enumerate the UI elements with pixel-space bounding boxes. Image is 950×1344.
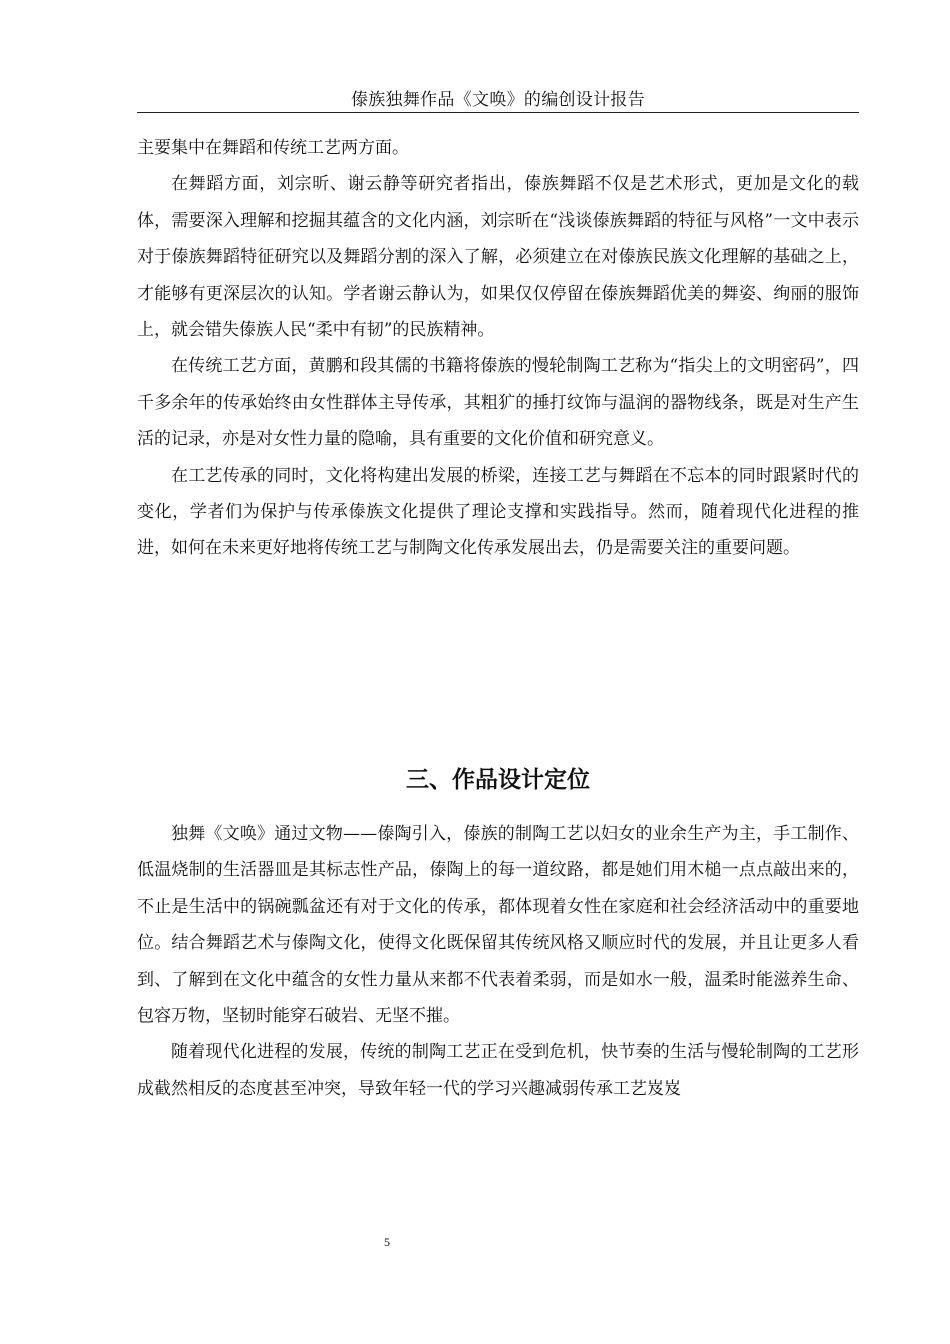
paragraph: 主要集中在舞蹈和传统工艺两方面。 <box>137 138 409 158</box>
paragraph: 在舞蹈方面，刘宗昕、谢云静等研究者指出，傣族舞蹈不仅是艺术形式，更加是文化的载体，需要深入理解和挖掘其蕴含的文化内涵，刘宗昕在“浅谈傣族舞蹈的特征与风格”一文中表示对于傣族舞蹈特征研究以及舞蹈分割的深入了解，必须建立在对傣族民族文化理解的基础之上，才能够有更深层次的认知。学者谢云静认为，如果仅仅停留在傣族舞蹈优美的舞姿、绚丽的服饰上，就会错失傣族人民“柔中有韧”的民族精神。 <box>137 174 859 341</box>
paragraph: 在工艺传承的同时，文化将构建出发展的桥梁，连接工艺与舞蹈在不忘本的同时跟紧时代的变化，学者们为保护与传承傣族文化提供了理论支撑和实践指导。然而，随着现代化进程的推进，如何在未来更好地将传统工艺与制陶文化传承发展出去，仍是需要关注的重要问题。 <box>137 465 859 559</box>
paragraph: 随着现代化进程的发展，传统的制陶工艺正在受到危机，快节奏的生活与慢轮制陶的工艺形成截然相反的态度甚至冲突，导致年轻一代的学习兴趣减弱传承工艺岌岌 <box>137 1042 859 1099</box>
running-header-title: 傣族独舞作品《文唤》的编创设计报告 <box>350 90 646 110</box>
section-body-design-positioning <box>137 816 859 1107</box>
paragraph: 在传统工艺方面，黄鹏和段其儒的书籍将傣族的慢轮制陶工艺称为“指尖上的文明密码”，四千多余年的传承始终由女性群体主导传承，其粗犷的捶打纹饰与温润的器物线条，既是对生产生活的记录，亦是对女性力量的隐喻，具有重要的文化价值和研究意义。 <box>137 356 859 450</box>
page-number: 5 <box>384 1235 390 1249</box>
section-heading: 三、作品设计定位 <box>406 767 590 793</box>
paragraph: 独舞《文唤》通过文物——傣陶引入，傣族的制陶工艺以妇女的业余生产为主，手工制作、低温烧制的生活器皿是其标志性产品，傣陶上的每一道纹路，都是她们用木槌一点点敲出来的，不止是生活中的锅碗瓢盆还有对于文化的传承，都体现着女性在家庭和社会经济活动中的重要地位。结合舞蹈艺术与傣陶文化，使得文化既保留其传统风格又顺应时代的发展，并且让更多人看到、了解到在文化中蕴含的女性力量从来都不代表着柔弱，而是如水一般，温柔时能滋养生命、包容万物，坚韧时能穿石破岩、无坚不摧。 <box>137 824 859 1027</box>
section-body-continued <box>137 130 859 567</box>
header-divider <box>137 112 859 113</box>
